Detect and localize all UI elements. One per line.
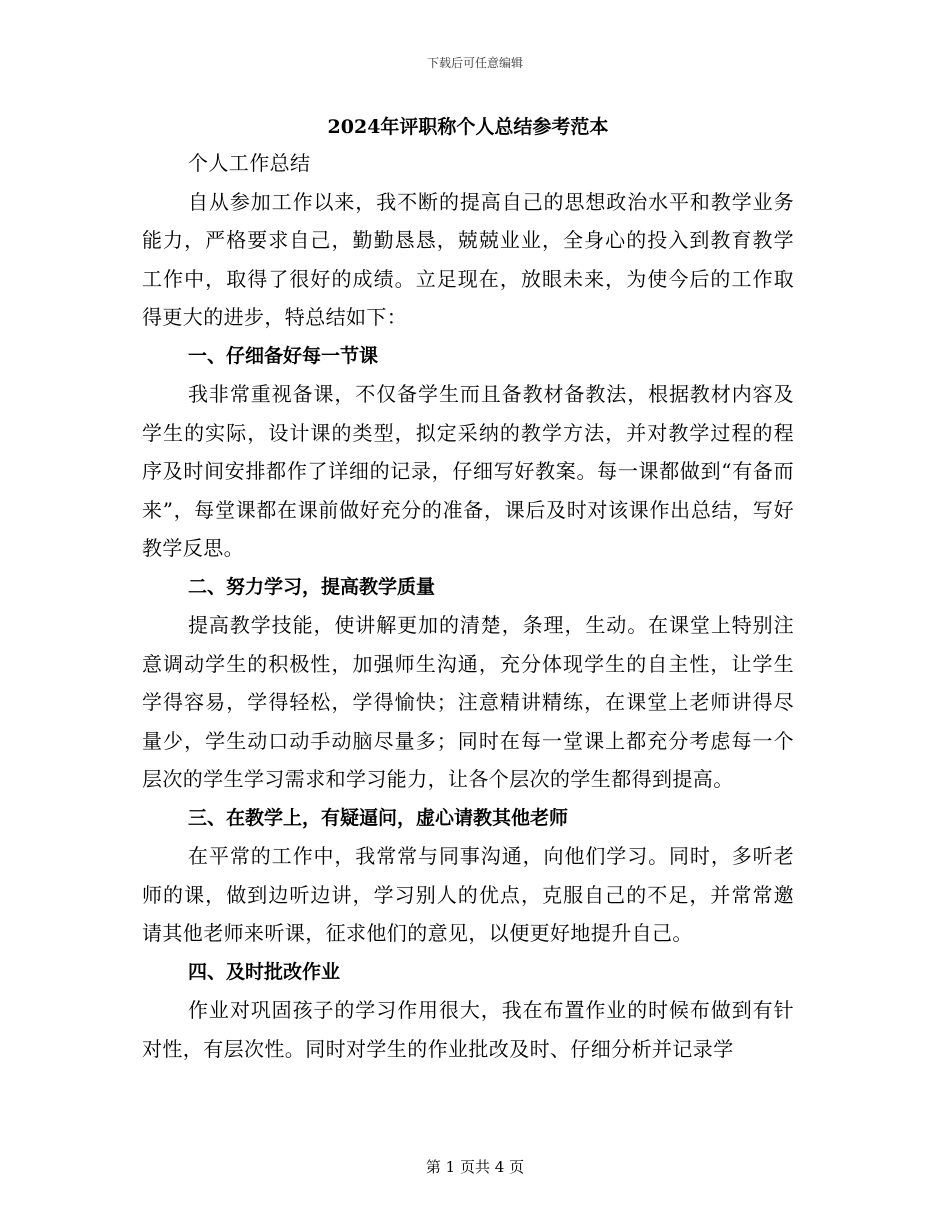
document-subtitle: 个人工作总结: [188, 151, 311, 175]
section-heading-4: 四、及时批改作业: [188, 960, 341, 983]
document-title: 2024年评职称个人总结参考范本: [327, 116, 609, 138]
section-body-1: 我非常重视备课，不仅备学生而且备教材备教法，根据教材内容及学生的实际，设计课的类型，拟定采纳的教学方法，并对教学过程的程序及时间安排都作了详细的记录，仔细写好教案。每一课都做到“有备而来”，每堂课都在课前做好充分的准备，课后及时对该课作出总结，写好教学反思。: [142, 382, 794, 560]
page-header: 下载后可任意编辑: [426, 56, 523, 70]
section-body-3: 在平常的工作中，我常常与同事沟通，向他们学习。同时，多听老师的课，做到边听边讲，学习别人的优点，克服自己的不足，并常常邀请其他老师来听课，征求他们的意见，以便更好地提升自己。: [142, 844, 794, 945]
section-heading-3: 三、在教学上，有疑逼问，虚心请教其他老师: [188, 806, 569, 829]
section-heading-1: 一、仔细备好每一节课: [188, 344, 379, 367]
section-heading-2: 二、努力学习，提高教学质量: [188, 575, 436, 598]
section-body-4: 作业对巩固孩子的学习作用很大，我在布置作业的时候布做到有针对性，有层次性。同时对学生的作业批改及时、仔细分析并记录学: [142, 998, 794, 1061]
intro-paragraph: 自从参加工作以来，我不断的提高自己的思想政治水平和教学业务能力，严格要求自己，勤勤恳恳，兢兢业业，全身心的投入到教育教学工作中，取得了很好的成绩。立足现在，放眼未来，为使今后的工作取得更大的进步，特总结如下：: [142, 189, 794, 329]
page-footer: 第 1 页共 4 页: [425, 1158, 525, 1176]
document-body: [142, 112, 794, 1068]
section-body-2: 提高教学技能，使讲解更加的清楚，条理，生动。在课堂上特别注意调动学生的积极性，加强师生沟通，充分体现学生的自主性，让学生学得容易，学得轻松，学得愉快；注意精讲精练，在课堂上老师讲得尽量少，学生动口动手动脑尽量多；同时在每一堂课上都充分考虑每一个层次的学生学习需求和学习能力，让各个层次的学生都得到提高。: [142, 613, 794, 791]
